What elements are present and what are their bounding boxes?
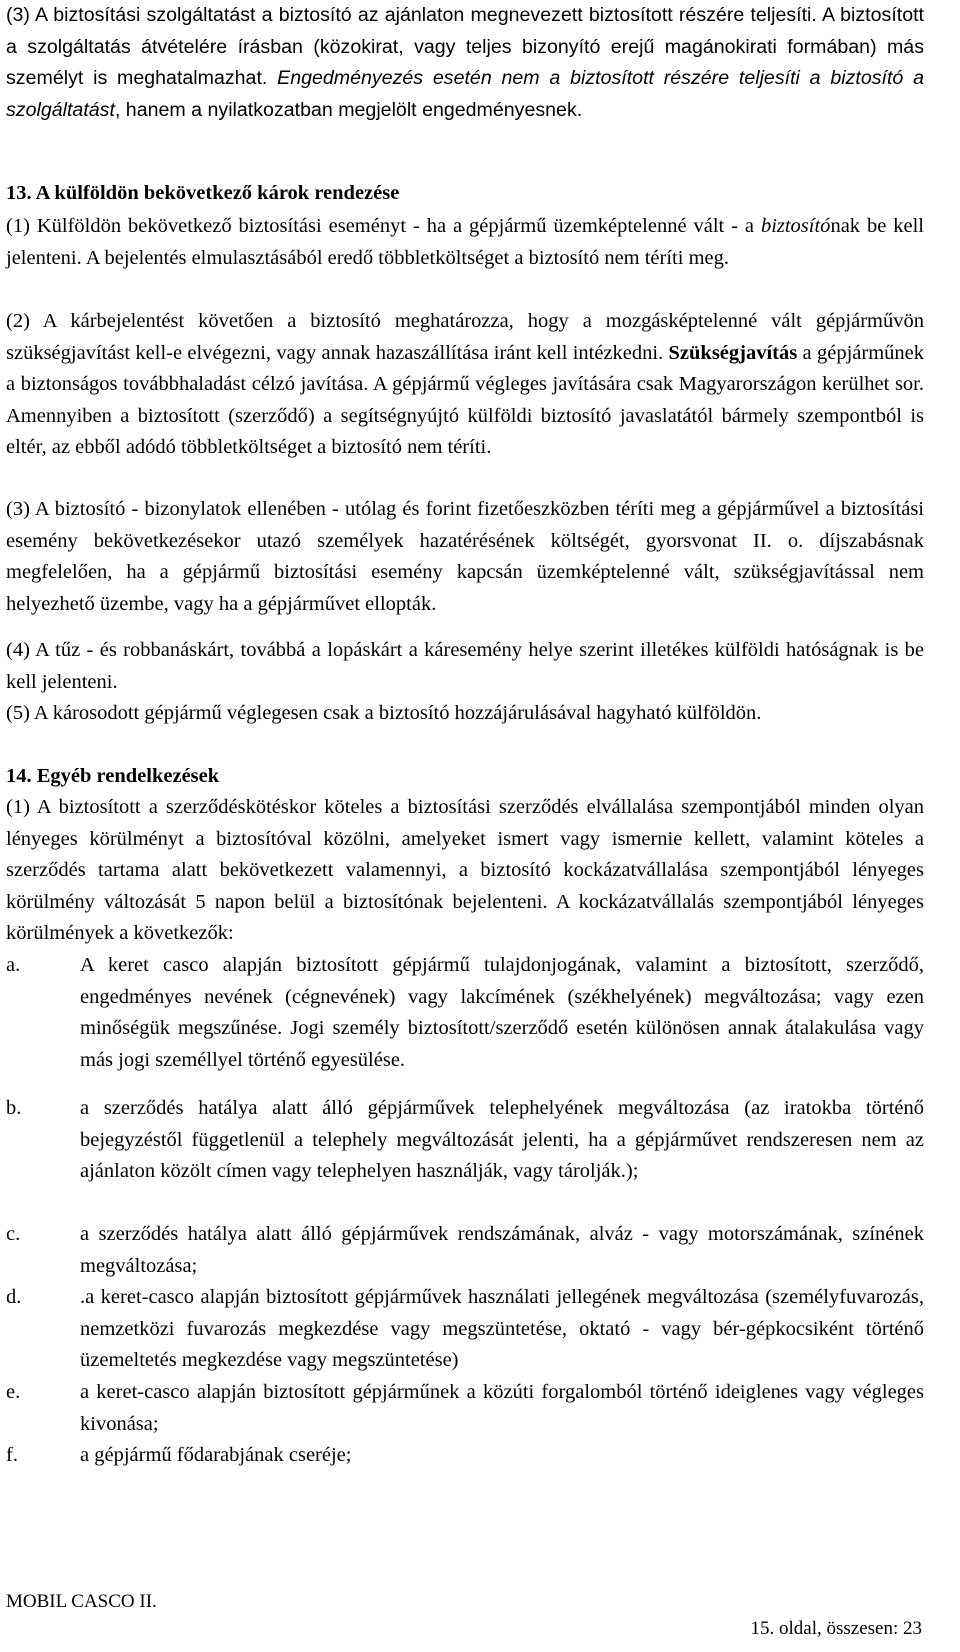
section-14-heading: 14. Egyéb rendelkezések (6, 765, 220, 787)
list-item-text: a gépjármű fődarabjának cseréje; (80, 1444, 352, 1466)
section-13-paragraph-1 (6, 211, 924, 274)
paragraph-text: A biztosítási szolgáltatást a biztosító az ajánlaton megnevezett biztosított részére teljesíti. A biztosított a szolgáltatás átvételére írásban (közokirat, vagy teljes bizonyító erejű magánokirati formában) más személyt is meghatalmazhat. (6, 4, 924, 90)
paragraph-text-italic: Engedményezés esetén nem a biztosított részére teljesíti a biztosító a szolgáltatást (6, 67, 925, 121)
paragraph-text: A kárbejelentést követően a biztosító meghatározza, hogy a mozgásképtelenné vált gépjárművön szükségjavítást kell-e elvégezni, vagy annak hazaszállítása iránt kell intézkedni. (6, 310, 924, 364)
paragraph-text: A tűz - és robbanáskárt, továbbá a lopáskárt a káresemény helye szerint illetékes külföldi hatóságnak is be kell jelenteni. (6, 639, 924, 693)
paragraph-text-italic: biztosító (760, 215, 831, 237)
section-13-paragraph-4 (6, 635, 924, 698)
paragraph-number: (1) (6, 215, 30, 237)
footer-document-title: MOBIL CASCO II. (6, 1591, 157, 1612)
list-marker: a. (6, 954, 21, 976)
list-marker: e. (6, 1381, 21, 1403)
list-item-text: .a keret-casco alapján biztosított gépjárművek használati jellegének megváltozása (személyfuvarozás, nemzetközi fuvarozás megkezdése vagy megszüntetése, oktató - vagy bér-gépkocsiként történő üzemeltetés megkezdése vagy megszüntetése) (80, 1286, 924, 1372)
paragraph-number: (5) (6, 702, 30, 724)
paragraph-number: (3) (6, 498, 30, 520)
section-14-paragraph-1 (6, 792, 924, 950)
list-marker: f. (6, 1444, 18, 1466)
paragraph-text: A biztosított a szerződéskötéskor köteles a biztosítási szerződés elvállalása szempontjából minden olyan lényeges körülményt a biztosítóval közölni, amelyeket ismert vagy ismernie kellett, valamint köteles a szerződés tartama alatt bekövetkezett valamennyi, a biztosító kockázatvállalása szempontjából lényeges körülmény változását 5 napon belül a biztosítónak bejelenteni. A kockázatvállalás szempontjából lényeges körülmények a következők: (6, 796, 924, 945)
paragraph-text: A károsodott gépjármű véglegesen csak a biztosító hozzájárulásával hagyható külföldön. (29, 702, 762, 724)
list-item-text: a szerződés hatálya alatt álló gépjárművek rendszámának, alváz - vagy motorszámának, színének megváltozása; (80, 1223, 924, 1277)
paragraph-number: (4) (6, 639, 30, 661)
paragraph-number: (3) (6, 4, 30, 26)
paragraph-number: (2) (6, 310, 30, 332)
list-marker: d. (6, 1286, 22, 1308)
footer-page-number: 15. oldal, összesen: 23 (750, 1618, 922, 1639)
paragraph-text: Külföldön bekövetkező biztosítási eseményt - ha a gépjármű üzemképtelenné vált - a (29, 215, 761, 237)
list-item-text: a keret-casco alapján biztosított gépjárműnek a közúti forgalomból történő ideiglenes vagy végleges kivonása; (80, 1381, 924, 1435)
list-marker: c. (6, 1223, 21, 1245)
list-marker: b. (6, 1097, 22, 1119)
paragraph-text: a gépjárműnek a biztonságos továbbhaladást célzó javítása. A gépjármű végleges javítására csak Magyarországon kerülhet sor. Amennyiben a biztosított (szerződő) a segítségnyújtó külföldi biztosító javaslatától bármely szempontból is eltér, az ebből adódó többletköltséget a biztosító nem téríti. (6, 341, 924, 459)
paragraph-text: , hanem a nyilatkozatban megjelölt engedményesnek. (114, 98, 583, 121)
section-13-heading: 13. A külföldön bekövetkező károk rendezése (6, 182, 400, 204)
list-item-text: A keret casco alapján biztosított gépjármű tulajdonjogának, valamint a biztosított, szerződő, engedményes nevének (cégnevének) vagy lakcímének (székhelyének) megváltozása; vagy ezen minőségük megszűnése. Jogi személy biztosított/szerződő esetén különösen annak átalakulása vagy más jogi személlyel történő egyesülése. (80, 954, 924, 1071)
list-item-text: a szerződés hatálya alatt álló gépjárművek telephelyének megváltozása (az iratokba történő bejegyzéstől függetlenül a telephely megváltozását jelenti, ha a gépjárművet rendszeresen nem az ajánlaton közölt címen vagy telephelyen használják, vagy tárolják.); (80, 1097, 924, 1183)
paragraph-number: (1) (6, 796, 30, 818)
paragraph-text: A biztosító - bizonylatok ellenében - utólag és forint fizetőeszközben téríti meg a gépjárművel a biztosítási esemény bekövetkezésekor utazó személyek hazatérésének költségét, gyorsvonat II. o. díjszabásnak megfelelően, ha a gépjármű biztosítási esemény kapcsán üzemképtelenné vált, szükségjavítással nem helyezhető üzembe, vagy ha a gépjárművet ellopták. (6, 498, 924, 615)
paragraph-3-prev (6, 0, 924, 126)
paragraph-text-bold: Szükségjavítás (668, 341, 798, 364)
paragraph-text: nak be kell jelenteni. A bejelentés elmulasztásából eredő többletköltséget a biztosító nem téríti meg. (6, 215, 924, 269)
section-13-paragraph-5 (6, 698, 924, 730)
section-13-paragraph-3 (6, 494, 924, 620)
section-13-paragraph-2 (6, 306, 924, 464)
